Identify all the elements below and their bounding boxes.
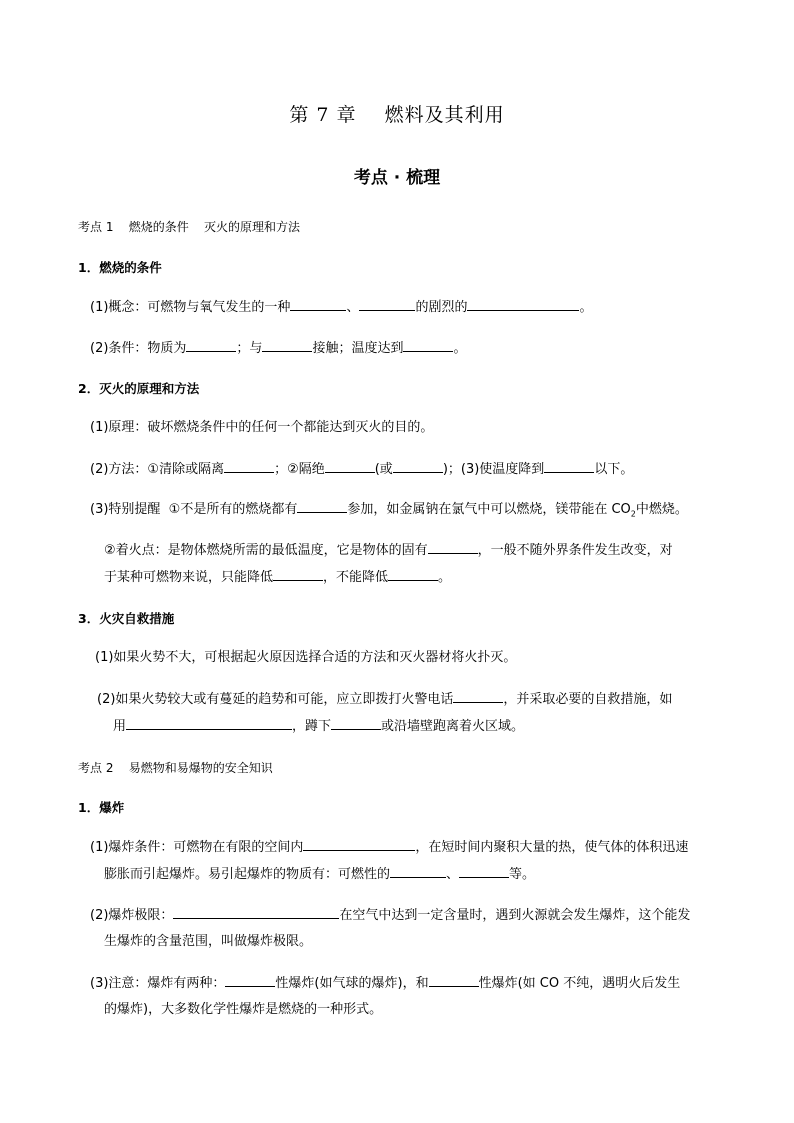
blank[interactable] (290, 298, 346, 311)
section-heading-explosion: 1．爆炸 (78, 800, 125, 815)
blank[interactable] (186, 339, 236, 352)
blank[interactable] (429, 974, 479, 987)
text-line: (2)条件：物质为 ；与 接触；温度达到 。 (90, 341, 467, 356)
text-line: 生爆炸的含量范围，叫做爆炸极限。 (104, 934, 313, 949)
text-line: (2)爆炸极限： 在空气中达到一定含量时，遇到火源就会发生爆炸，这个能发 (90, 908, 691, 923)
blank[interactable] (403, 339, 453, 352)
blank[interactable] (390, 865, 446, 878)
blank[interactable] (393, 460, 443, 473)
text-line: (3)注意：爆炸有两种： 性爆炸(如气球的爆炸)，和 性爆炸(如 CO 不纯，遇明火后发生 (90, 976, 681, 991)
blank[interactable] (303, 838, 415, 851)
blank[interactable] (173, 906, 339, 919)
blank[interactable] (224, 460, 274, 473)
blank[interactable] (453, 690, 503, 703)
topic-heading-1: 考点 1 燃烧的条件 灭火的原理和方法 (78, 220, 300, 234)
text-line: (1)原理：破坏燃烧条件中的任何一个都能达到灭火的目的。 (90, 420, 434, 435)
text-line: (2)方法：①清除或隔离 ；②隔绝 (或 )；(3)使温度降到 以下。 (90, 462, 634, 477)
section-heading-fire-escape: 3．火灾自救措施 (78, 611, 175, 626)
text-line: (2)如果火势较大或有蔓延的趋势和可能，应立即拨打火警电话 ，并采取必要的自救措施，如 (97, 692, 673, 707)
topic-heading-2: 考点 2 易燃物和易爆物的安全知识 (78, 761, 273, 775)
blank[interactable] (126, 717, 292, 730)
text-line: (1)爆炸条件：可燃物在有限的空间内 ，在短时间内聚积大量的热，使气体的体积迅速 (90, 840, 689, 855)
text-line: 于某种可燃物来说，只能降低 ，不能降低 。 (104, 570, 452, 585)
blank[interactable] (273, 568, 323, 581)
blank[interactable] (359, 298, 415, 311)
blank[interactable] (544, 460, 594, 473)
text-line: 的爆炸)，大多数化学性爆炸是燃烧的一种形式。 (104, 1002, 383, 1017)
blank[interactable] (467, 298, 579, 311)
text-line: ②着火点：是物体燃烧所需的最低温度，它是物体的固有 ，一般不随外界条件发生改变，对 (104, 543, 673, 558)
blank[interactable] (388, 568, 438, 581)
blank[interactable] (262, 339, 312, 352)
text-line: 膨胀而引起爆炸。易引起爆炸的物质有：可燃性的 、 等。 (104, 867, 536, 882)
chapter-title: 第 7 章 燃料及其利用 (289, 104, 505, 126)
text-line: (1)如果火势不大，可根据起火原因选择合适的方法和灭火器材将火扑灭。 (95, 650, 517, 665)
section-heading-extinguish: 2．灭火的原理和方法 (78, 381, 200, 396)
text-line: 用 ，蹲下 或沿墙壁跑离着火区域。 (113, 719, 525, 734)
blank[interactable] (428, 541, 478, 554)
blank[interactable] (325, 460, 375, 473)
blank[interactable] (225, 974, 275, 987)
blank[interactable] (331, 717, 381, 730)
text-line: (3)特别提醒 ①不是所有的燃烧都有 参加，如金属钠在氯气中可以燃烧，镁带能在 $CO_2$中燃烧。 (90, 502, 688, 519)
blank[interactable] (297, 500, 347, 513)
section-subtitle: 考点 · 梳理 (353, 168, 441, 188)
text-line: (1)概念：可燃物与氧气发生的一种 、 的剧烈的 。 (90, 300, 593, 315)
section-heading-combustion: 1．燃烧的条件 (78, 260, 162, 275)
blank[interactable] (459, 865, 509, 878)
